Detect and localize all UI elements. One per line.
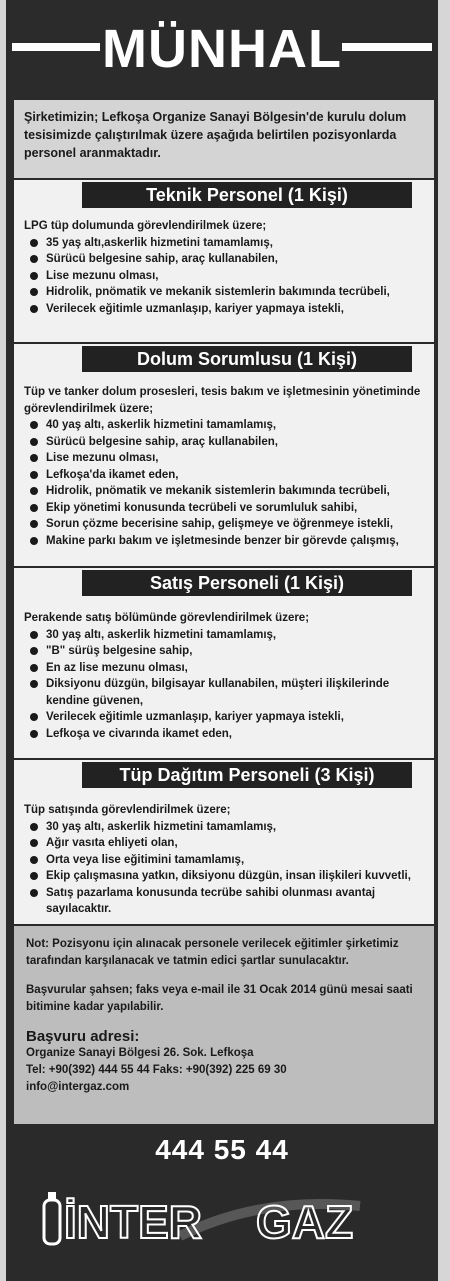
bullet-icon	[30, 438, 38, 446]
list-item: Verilecek eğitimle uzmanlaşıp, kariyer yapmaya istekli,	[24, 301, 428, 318]
header	[6, 0, 438, 100]
section-title: Dolum Sorumlusu (1 Kişi)	[82, 346, 412, 372]
section-lead: LPG tüp dolumunda görevlendirilmek üzere;	[24, 220, 267, 232]
bullet-icon	[30, 239, 38, 247]
section-body	[24, 384, 428, 549]
section-lead: Tüp satışında görevlendirilmek üzere;	[24, 804, 231, 816]
bullet-icon	[30, 520, 38, 528]
intergaz-logo	[30, 1186, 430, 1248]
list-item: Ekip yönetimi konusunda tecrübeli ve sorumluluk sahibi,	[24, 500, 428, 517]
bullet-icon	[30, 255, 38, 263]
section-cylinder-distribution-staff	[14, 760, 434, 924]
list-item: Lefkoşa'da ikamet eden,	[24, 467, 428, 484]
contact-phones: Tel: +90(392) 444 55 44 Faks: +90(392) 225 69 30	[26, 1064, 287, 1076]
list-item: Makine parkı bakım ve işletmesinde benzer bir görevde çalışmış,	[24, 533, 428, 550]
bullet-icon	[30, 680, 38, 688]
list-item: En az lise mezunu olması,	[24, 660, 428, 677]
list-item: Sürücü belgesine sahip, araç kullanabilen,	[24, 434, 428, 451]
bullet-icon	[30, 537, 38, 545]
bullet-icon	[30, 421, 38, 429]
list-item: Ağır vasıta ehliyeti olan,	[24, 835, 428, 852]
list-item: 30 yaş altı, askerlik hizmetini tamamlamış,	[24, 819, 428, 836]
bullet-icon	[30, 305, 38, 313]
bullet-icon	[30, 889, 38, 897]
bullet-icon	[30, 288, 38, 296]
application-text: Başvurular şahsen; faks veya e-mail ile 31 Ocak 2014 günü mesai saati bitimine kadar yapılabilir.	[26, 984, 413, 1013]
list-item: Orta veya lise eğitimini tamamlamış,	[24, 852, 428, 869]
list-item: Hidrolik, pnömatik ve mekanik sistemlerin bakımında tecrübeli,	[24, 284, 428, 301]
address-heading: Başvuru adresi:	[26, 1028, 140, 1045]
list-item: Lise mezunu olması,	[24, 450, 428, 467]
section-filling-supervisor	[14, 344, 434, 566]
section-lead: Tüp ve tanker dolum prosesleri, tesis bakım ve işletmesinin yönetiminde görevlendirilmek üzere;	[24, 386, 421, 415]
list-item: Sorun çözme becerisine sahip, gelişmeye ve öğrenmeye istekli,	[24, 516, 428, 533]
bullet-icon	[30, 839, 38, 847]
bullet-icon	[30, 730, 38, 738]
bullet-icon	[30, 471, 38, 479]
list-item: "B" sürüş belgesine sahip,	[24, 643, 428, 660]
bullet-icon	[30, 872, 38, 880]
bullet-icon	[30, 664, 38, 672]
section-body	[24, 802, 428, 918]
gas-cylinder-icon	[44, 1192, 60, 1244]
section-body	[24, 218, 428, 317]
application-info	[14, 926, 434, 1124]
bullet-icon	[30, 504, 38, 512]
note-text: Not: Pozisyonu için alınacak personele verilecek eğitimler şirketimiz tarafından karşılanacak ve tatmin edici şartlar sunulacaktır.	[26, 938, 399, 967]
section-body	[24, 610, 428, 742]
list-item: 30 yaş altı, askerlik hizmetini tamamlamış,	[24, 627, 428, 644]
list-item: Sürücü belgesine sahip, araç kullanabilen,	[24, 251, 428, 268]
bullet-icon	[30, 856, 38, 864]
list-item: Hidrolik, pnömatik ve mekanik sistemlerin bakımında tecrübeli,	[24, 483, 428, 500]
list-item: Lefkoşa ve civarında ikamet eden,	[24, 726, 428, 743]
logo-text-inter: İNTER	[64, 1196, 202, 1248]
bullet-icon	[30, 272, 38, 280]
section-title: Tüp Dağıtım Personeli (3 Kişi)	[82, 762, 412, 788]
bullet-icon	[30, 823, 38, 831]
section-technical-staff	[14, 180, 434, 342]
phone-number: 444 55 44	[155, 1134, 289, 1165]
bullet-icon	[30, 647, 38, 655]
list-item: Verilecek eğitimle uzmanlaşıp, kariyer yapmaya istekli,	[24, 709, 428, 726]
logo-text-gaz: GAZ	[256, 1196, 354, 1248]
section-lead: Perakende satış bölümünde görevlendirilmek üzere;	[24, 612, 310, 624]
list-item: Diksiyonu düzgün, bilgisayar kullanabilen, müşteri ilişkilerinde kendine güvenen,	[24, 676, 428, 709]
section-title: Satış Personeli (1 Kişi)	[82, 570, 412, 596]
contact-email: info@intergaz.com	[26, 1081, 130, 1093]
section-title: Teknik Personel (1 Kişi)	[82, 182, 412, 208]
list-item: Satış pazarlama konusunda tecrübe sahibi olunması avantaj sayılacaktır.	[24, 885, 428, 918]
page-title: MÜNHAL	[102, 19, 342, 79]
bullet-icon	[30, 487, 38, 495]
list-item: 35 yaş altı,askerlik hizmetini tamamlamış,	[24, 235, 428, 252]
address-text: Organize Sanayi Bölgesi 26. Sok. Lefkoşa	[26, 1047, 254, 1059]
bullet-icon	[30, 454, 38, 462]
list-item: Ekip çalışmasına yatkın, diksiyonu düzgün, insan ilişkileri kuvvetli,	[24, 868, 428, 885]
intro-text: Şirketimizin; Lefkoşa Organize Sanayi Bölgesin'de kurulu dolum tesisimizde çalıştırılmak üzere aşağıda belirtilen pozisyonlarda personel aranmaktadır.	[14, 100, 434, 178]
section-sales-staff	[14, 568, 434, 758]
bullet-icon	[30, 631, 38, 639]
list-item: Lise mezunu olması,	[24, 268, 428, 285]
list-item: 40 yaş altı, askerlik hizmetini tamamlamış,	[24, 417, 428, 434]
bullet-icon	[30, 713, 38, 721]
